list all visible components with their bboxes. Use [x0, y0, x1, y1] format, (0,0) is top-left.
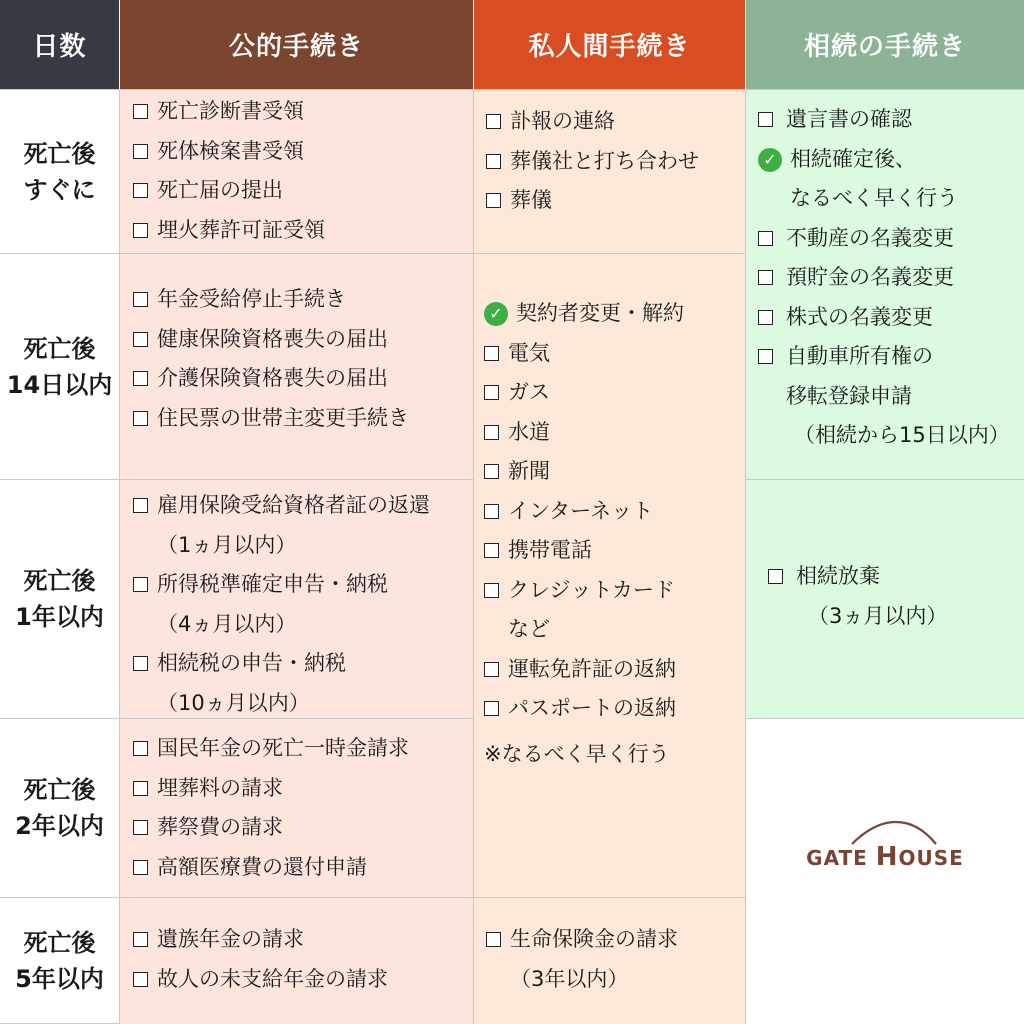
checkbox-icon[interactable]	[484, 425, 499, 440]
day-label-2-years	[0, 719, 120, 898]
list-item[interactable]: 故人の未支給年金の請求	[133, 960, 473, 1000]
list-item[interactable]: インターネット	[484, 492, 745, 532]
checkbox-icon[interactable]	[133, 820, 148, 835]
checkbox-icon[interactable]	[133, 972, 148, 987]
list-item[interactable]: 遺族年金の請求	[133, 920, 473, 960]
list-item[interactable]: 生命保険金の請求 （3年以内）	[486, 920, 745, 999]
list-item[interactable]: 訃報の連絡	[486, 102, 745, 142]
inheritance-1-year-cell	[746, 480, 1024, 719]
checkbox-icon[interactable]	[768, 569, 783, 584]
day-label-immediate	[0, 90, 120, 254]
checkbox-icon[interactable]	[486, 932, 501, 947]
checkbox-icon[interactable]	[486, 154, 501, 169]
list-item[interactable]: 相続放棄 （3ヵ月以内）	[768, 557, 1024, 636]
checkbox-icon[interactable]	[133, 741, 148, 756]
list-item[interactable]: ✓ 相続確定後、 なるべく早く行う	[758, 140, 1024, 219]
roof-icon	[850, 820, 960, 846]
list-item[interactable]: 住民票の世帯主変更手続き	[133, 399, 473, 439]
list-item[interactable]: 遺言書の確認	[758, 100, 1024, 140]
list-item[interactable]: ガス	[484, 373, 745, 413]
day-label-1-year	[0, 480, 120, 719]
list-item[interactable]: 水道	[484, 413, 745, 453]
list-item[interactable]: 株式の名義変更	[758, 298, 1024, 338]
list-item[interactable]: 電気	[484, 334, 745, 374]
list-item[interactable]: 相続税の申告・納税 （10ヵ月以内）	[133, 644, 473, 719]
checkbox-icon[interactable]	[133, 932, 148, 947]
checkbox-icon[interactable]	[758, 112, 773, 127]
checkbox-icon[interactable]	[484, 346, 499, 361]
public-14-days-cell	[120, 254, 474, 480]
list-item[interactable]: 所得税準確定申告・納税 （4ヵ月以内）	[133, 565, 473, 644]
day-label-line: 14日以内	[6, 370, 113, 399]
checkbox-icon[interactable]	[758, 270, 773, 285]
list-item[interactable]: 埋火葬許可証受領	[133, 211, 473, 251]
list-item[interactable]: 葬祭費の請求	[133, 808, 473, 848]
list-item[interactable]: 雇用保険受給資格者証の返還 （1ヵ月以内）	[133, 486, 473, 565]
checkbox-icon[interactable]	[133, 498, 148, 513]
day-label-line: 死亡後	[23, 776, 96, 804]
list-item[interactable]: 死亡届の提出	[133, 171, 473, 211]
checkbox-icon[interactable]	[486, 114, 501, 129]
day-label-5-years	[0, 898, 120, 1024]
checkbox-icon[interactable]	[484, 701, 499, 716]
list-item[interactable]: 運転免許証の返納	[484, 650, 745, 690]
list-item[interactable]: 不動産の名義変更	[758, 219, 1024, 259]
checkbox-icon[interactable]	[133, 781, 148, 796]
public-immediate-cell	[120, 90, 474, 254]
checkbox-icon[interactable]	[133, 292, 148, 307]
checkbox-icon[interactable]	[133, 223, 148, 238]
checkbox-icon[interactable]	[758, 231, 773, 246]
private-contracts-cell	[474, 254, 746, 898]
list-item[interactable]: クレジットカード など	[484, 571, 745, 650]
header-private-procedures: 私人間手続き	[474, 0, 746, 90]
list-item[interactable]: パスポートの返納	[484, 689, 745, 729]
checkbox-icon[interactable]	[133, 183, 148, 198]
car-registration-deadline: （相続から15日以内）	[794, 423, 1010, 447]
header-days: 日数	[0, 0, 120, 90]
checkbox-icon[interactable]	[484, 543, 499, 558]
list-item[interactable]: 自動車所有権の 移転登録申請	[758, 337, 1024, 416]
private-immediate-cell	[474, 90, 746, 254]
day-label-line: すぐに	[23, 175, 96, 204]
checkbox-icon[interactable]	[484, 464, 499, 479]
day-label-line: 死亡後	[23, 139, 96, 168]
day-label-line: 死亡後	[23, 567, 96, 595]
day-label-line: 2年以内	[15, 812, 104, 840]
list-item[interactable]: 新聞	[484, 452, 745, 492]
checkbox-icon[interactable]	[758, 349, 773, 364]
list-item[interactable]: 高額医療費の還付申請	[133, 848, 473, 888]
public-2-years-cell	[120, 719, 474, 898]
list-item[interactable]: 葬儀社と打ち合わせ	[486, 142, 745, 182]
list-item[interactable]: 葬儀	[486, 181, 745, 221]
list-item[interactable]: 死亡診断書受領	[133, 92, 473, 132]
header-public-procedures: 公的手続き	[120, 0, 474, 90]
checkbox-icon[interactable]	[484, 662, 499, 677]
check-circle-icon: ✓	[758, 148, 782, 172]
list-item[interactable]: 埋葬料の請求	[133, 769, 473, 809]
logo-cell	[746, 719, 1024, 1024]
list-item[interactable]: ✓ 契約者変更・解約	[484, 294, 745, 334]
list-item[interactable]: 国民年金の死亡一時金請求	[133, 729, 473, 769]
day-label-line: 死亡後	[23, 334, 96, 363]
checkbox-icon[interactable]	[133, 577, 148, 592]
list-item[interactable]: 年金受給停止手続き	[133, 280, 473, 320]
checkbox-icon[interactable]	[133, 860, 148, 875]
checkbox-icon[interactable]	[486, 193, 501, 208]
header-inheritance-procedures: 相続の手続き	[746, 0, 1024, 90]
inheritance-early-cell	[746, 90, 1024, 480]
list-item[interactable]: 死体検案書受領	[133, 132, 473, 172]
private-5-years-cell	[474, 898, 746, 1024]
list-item[interactable]: 介護保険資格喪失の届出	[133, 359, 473, 399]
day-label-14-days	[0, 254, 120, 480]
gate-house-logo: GATE HOUSE	[806, 842, 964, 872]
checkbox-icon[interactable]	[133, 104, 148, 119]
checkbox-icon[interactable]	[484, 385, 499, 400]
day-label-line: 死亡後	[23, 928, 96, 957]
public-1-year-cell	[120, 480, 474, 719]
checkbox-icon[interactable]	[484, 583, 499, 598]
checkbox-icon[interactable]	[133, 656, 148, 671]
list-item[interactable]: 携帯電話	[484, 531, 745, 571]
checkbox-icon[interactable]	[484, 504, 499, 519]
check-circle-icon: ✓	[484, 302, 508, 326]
asap-note: ※なるべく早く行う	[484, 741, 670, 766]
checkbox-icon[interactable]	[133, 411, 148, 426]
checkbox-icon[interactable]	[758, 310, 773, 325]
checkbox-icon[interactable]	[133, 332, 148, 347]
list-item[interactable]: 預貯金の名義変更	[758, 258, 1024, 298]
public-5-years-cell	[120, 898, 474, 1024]
list-item[interactable]: 健康保険資格喪失の届出	[133, 320, 473, 360]
checkbox-icon[interactable]	[133, 371, 148, 386]
checkbox-icon[interactable]	[133, 144, 148, 159]
day-label-line: 5年以内	[15, 964, 104, 993]
day-label-line: 1年以内	[15, 603, 104, 631]
